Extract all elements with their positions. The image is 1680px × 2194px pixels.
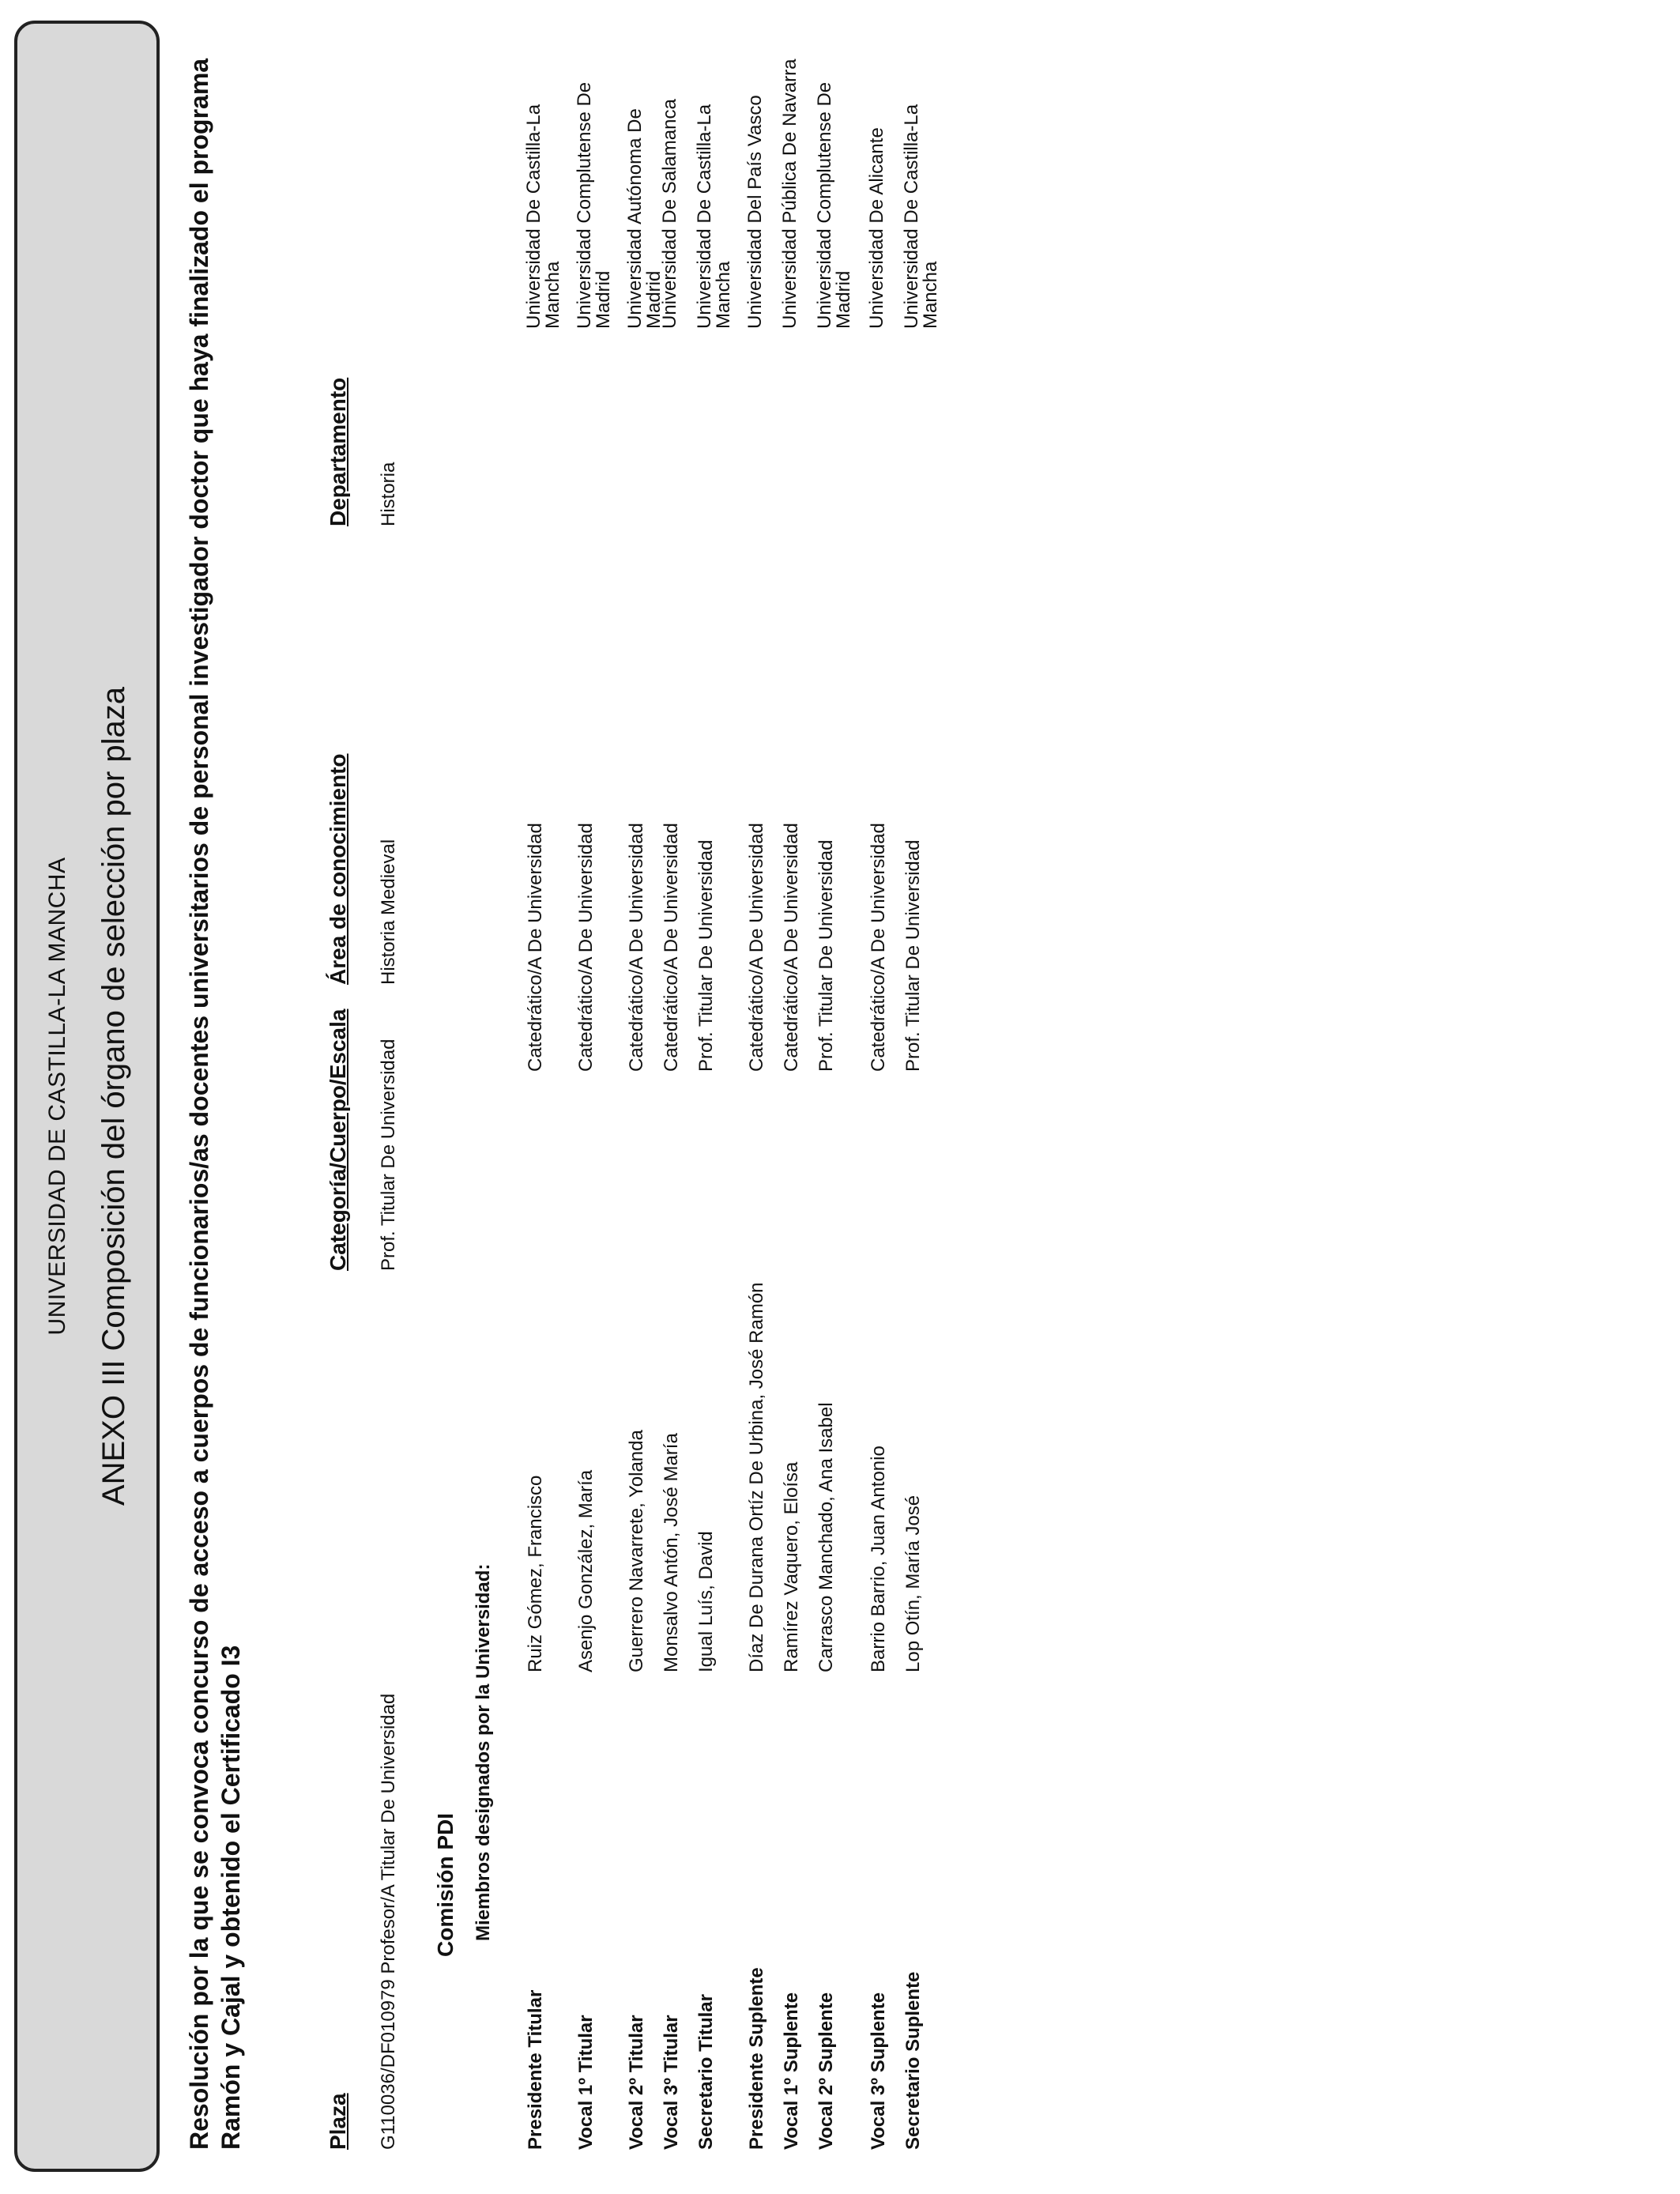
plaza-code: G110036/DF010979 Profesor/A Titular De Universidad bbox=[378, 1693, 399, 2150]
resolution-text: Resolución por la que se convoca concurso de acceso a cuerpos de funcionarios/as docentes universitarios de personal investigador doctor que haya finalizado el programa Ramón y Cajal y obtenido el Certificado I3 bbox=[185, 58, 245, 2150]
member-name: Lop Otín, María José bbox=[902, 1495, 924, 1672]
member-role: Vocal 3º Suplente bbox=[868, 1992, 889, 2150]
member-role: Vocal 2º Titular bbox=[626, 2015, 647, 2150]
members-heading: Miembros designados por la Universidad: bbox=[473, 1563, 494, 1941]
column-header-categoria: Categoría/Cuerpo/Escala bbox=[326, 1008, 350, 1271]
member-category: Catedrático/A De Universidad bbox=[661, 823, 682, 1072]
plaza-departamento: Historia bbox=[378, 462, 399, 526]
member-role: Vocal 1º Suplente bbox=[781, 1992, 802, 2150]
member-university: Universidad De Salamanca bbox=[659, 99, 680, 329]
member-role: Presidente Suplente bbox=[746, 1967, 767, 2150]
member-university: Universidad Complutense De Madrid bbox=[574, 81, 614, 329]
university-name: UNIVERSIDAD DE CASTILLA-LA MANCHA bbox=[44, 857, 70, 1336]
member-name: Asenjo González, María bbox=[575, 1469, 597, 1672]
member-role: Presidente Titular bbox=[525, 1989, 546, 2150]
member-category: Prof. Titular De Universidad bbox=[902, 839, 924, 1072]
column-header-area: Área de conocimiento bbox=[326, 753, 350, 985]
member-name: Igual Luís, David bbox=[695, 1531, 717, 1672]
member-university: Universidad Pública De Navarra bbox=[779, 58, 800, 329]
member-university: Universidad De Castilla-La Mancha bbox=[694, 104, 734, 329]
member-category: Catedrático/A De Universidad bbox=[746, 823, 767, 1072]
member-category: Catedrático/A De Universidad bbox=[525, 823, 546, 1072]
member-name: Díaz De Durana Ortíz De Urbina, José Ramón bbox=[746, 1282, 767, 1672]
member-category: Prof. Titular De Universidad bbox=[695, 839, 717, 1072]
member-category: Catedrático/A De Universidad bbox=[575, 823, 597, 1072]
member-name: Barrio Barrio, Juan Antonio bbox=[868, 1446, 889, 1672]
member-category: Catedrático/A De Universidad bbox=[626, 823, 647, 1072]
member-role: Vocal 2º Suplente bbox=[816, 1992, 837, 2150]
member-name: Carrasco Manchado, Ana Isabel bbox=[816, 1402, 837, 1672]
annex-title: ANEXO III Composición del órgano de selección por plaza bbox=[96, 686, 131, 1506]
plaza-area: Historia Medieval bbox=[378, 839, 399, 985]
member-category: Catedrático/A De Universidad bbox=[781, 823, 802, 1072]
member-name: Ramírez Vaquero, Eloísa bbox=[781, 1461, 802, 1672]
member-university: Universidad De Alicante bbox=[866, 127, 887, 329]
member-name: Guerrero Navarrete, Yolanda bbox=[626, 1430, 647, 1672]
column-header-departamento: Departamento bbox=[326, 377, 350, 526]
header-box bbox=[14, 21, 160, 2172]
commission-title: Comisión PDI bbox=[433, 1812, 458, 1957]
member-university: Universidad Complutense De Madrid bbox=[814, 81, 854, 329]
member-university: Universidad De Castilla-La Mancha bbox=[901, 104, 941, 329]
member-category: Prof. Titular De Universidad bbox=[816, 839, 837, 1072]
member-university: Universidad Del País Vasco bbox=[744, 95, 766, 329]
member-role: Vocal 3º Titular bbox=[661, 2015, 682, 2150]
plaza-categoria: Prof. Titular De Universidad bbox=[378, 1039, 399, 1271]
member-name: Monsalvo Antón, José María bbox=[661, 1433, 682, 1672]
member-role: Vocal 1º Titular bbox=[575, 2015, 597, 2150]
member-role: Secretario Suplente bbox=[902, 1971, 924, 2150]
column-header-plaza: Plaza bbox=[326, 2093, 350, 2150]
member-category: Catedrático/A De Universidad bbox=[868, 823, 889, 1072]
member-name: Ruiz Gómez, Francisco bbox=[525, 1475, 546, 1672]
member-university: Universidad De Castilla-La Mancha bbox=[523, 104, 563, 329]
member-role: Secretario Titular bbox=[695, 1994, 717, 2150]
member-university: Universidad Autónoma De Madrid bbox=[624, 108, 665, 329]
